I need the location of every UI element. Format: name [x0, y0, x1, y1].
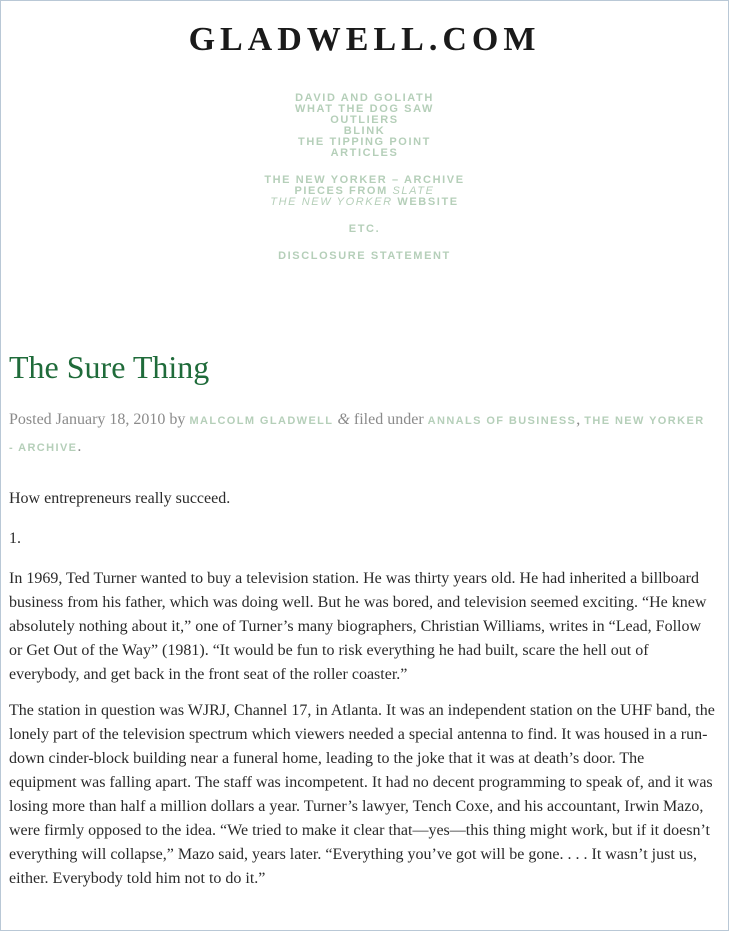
author-link[interactable]: MALCOLM GLADWELL [189, 415, 334, 427]
article-body [9, 487, 715, 903]
nav-what-the-dog-saw[interactable]: WHAT THE DOG SAW [294, 103, 435, 115]
article-paragraph: The station in question was WJRJ, Channel 17, in Atlanta. It was an independent station on the UHF band, the lonely part of the television spectrum which viewers needed a special antenna to find. It was housed in a run-down cinder-block building near a funeral home, leading to the joke that it was at death’s door. The equipment was falling apart. The staff was incompetent. It had no decent programming to speak of, and it was losing more than half a million dollars a year. Turner’s lawyer, Tench Coxe, and his accountant, Irwin Mazo, were firmly opposed to the idea. “We tried to make it clear that—yes—this thing might work, but if it doesn’t everything will collapse,” Mazo said, years later. “Everything you’ve got will be gone. . . . It wasn’t just us, either. Everybody told him not to do it.” [9, 702, 715, 887]
meta-end-period: . [77, 438, 82, 455]
nav-outliers[interactable]: OUTLIERS [330, 114, 399, 126]
ampersand: & [337, 411, 350, 428]
posted-date: Posted January 18, 2010 by [9, 411, 186, 428]
nav-spacer [1, 159, 728, 175]
nav-website-suffix: WEBSITE [397, 196, 459, 208]
category-annals-of-business[interactable]: ANNALS OF BUSINESS [427, 415, 577, 427]
nav-blink[interactable]: BLINK [343, 125, 386, 137]
filed-under-label: filed under [353, 411, 424, 428]
nav-david-and-goliath[interactable]: DAVID AND GOLIATH [295, 92, 434, 104]
nav-etc[interactable]: ETC. [348, 223, 381, 235]
article-paragraph: In 1969, Ted Turner wanted to buy a television station. He was thirty years old. He had inherited a billboard business from his father, which was doing well. But he was bored, and television seemed exciting. “He knew absolutely nothing about it,” one of Turner’s many biographers, Christian Williams, writes in “Lead, Follow or Get Out of the Way” (1981). “It would be fun to risk everything he had built, scare the hell out of everybody, and get back in the front seat of the roller coaster.” [9, 570, 707, 683]
nav-spacer [1, 208, 728, 224]
category-new-yorker-archive[interactable]: THE NEW YORKER - ARCHIVE [9, 415, 705, 454]
nav-pieces-from-prefix: PIECES FROM [294, 185, 388, 197]
nav-new-yorker-website[interactable] [1, 197, 728, 208]
nav-disclosure-statement[interactable]: DISCLOSURE STATEMENT [278, 250, 451, 262]
nav-slate-label: SLATE [392, 185, 435, 197]
nav-spacer [1, 235, 728, 251]
site-nav [1, 93, 728, 262]
post-title[interactable]: The Sure Thing [9, 349, 210, 385]
nav-new-yorker-archive[interactable]: THE NEW YORKER – ARCHIVE [264, 174, 465, 186]
post-meta [9, 407, 709, 461]
section-number: 1. [9, 530, 21, 547]
article-dek: How entrepreneurs really succeed. [9, 490, 231, 507]
nav-the-tipping-point[interactable]: THE TIPPING POINT [298, 136, 431, 148]
category-separator: , [576, 411, 581, 428]
nav-new-yorker-label: THE NEW YORKER [270, 196, 393, 208]
nav-articles[interactable]: ARTICLES [330, 147, 399, 159]
site-title[interactable]: GLADWELL.COM [188, 21, 541, 58]
